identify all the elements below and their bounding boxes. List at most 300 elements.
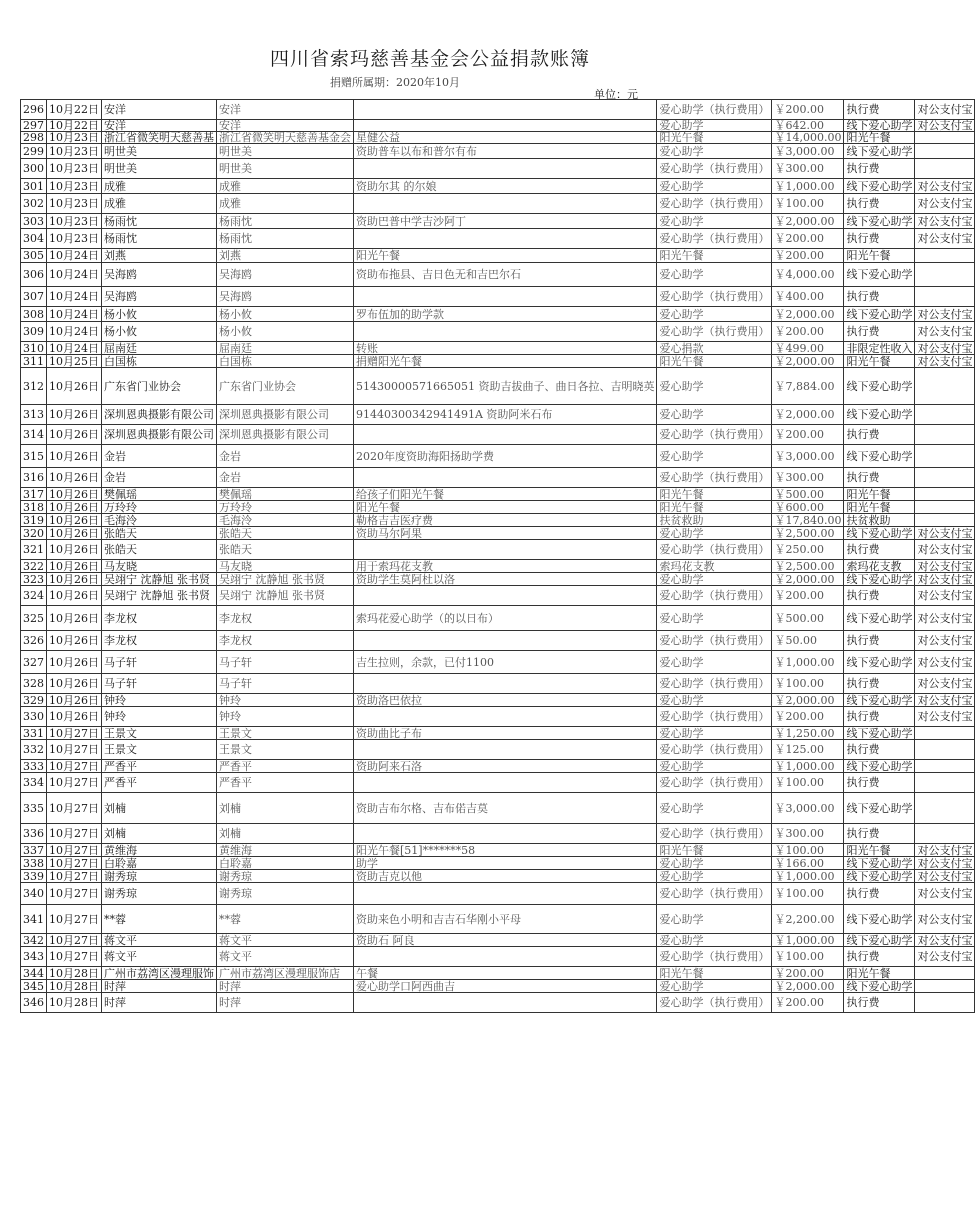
donor-name: 屈南廷 <box>102 342 217 355</box>
donation-category: 爱心助学（执行费用） <box>657 468 772 488</box>
payment-method: 对公支付宝 <box>915 100 975 120</box>
donation-purpose: 资助普车以布和普尔有布 <box>354 144 657 159</box>
donation-amount: ￥3,000.00 <box>772 144 844 159</box>
donor-name: 马友晓 <box>102 560 217 573</box>
donation-amount: ￥125.00 <box>772 740 844 760</box>
bank-account-name: 时萍 <box>217 980 354 993</box>
donor-name: 钟玲 <box>102 694 217 707</box>
bank-account-name: 浙江省微笑明天慈善基金会 <box>217 132 354 144</box>
donation-amount: ￥2,500.00 <box>772 560 844 573</box>
donation-date: 10月26日 <box>47 501 102 514</box>
donation-category: 爱心助学（执行费用） <box>657 773 772 793</box>
row-number: 307 <box>21 287 47 307</box>
table-row <box>21 249 975 263</box>
donation-purpose: 午餐 <box>354 967 657 980</box>
donation-date: 10月23日 <box>47 194 102 214</box>
row-number: 297 <box>21 120 47 132</box>
donor-name: 成雅 <box>102 194 217 214</box>
table-row <box>21 405 975 425</box>
donation-category: 阳光午餐 <box>657 844 772 857</box>
row-number: 345 <box>21 980 47 993</box>
bank-account-name: 安洋 <box>217 100 354 120</box>
row-number: 320 <box>21 527 47 540</box>
donation-category: 爱心助学 <box>657 651 772 674</box>
table-row <box>21 425 975 445</box>
donor-name: 马子轩 <box>102 674 217 694</box>
donation-date: 10月26日 <box>47 405 102 425</box>
row-number: 314 <box>21 425 47 445</box>
payment-method: 对公支付宝 <box>915 355 975 368</box>
payment-method <box>915 501 975 514</box>
payment-method <box>915 445 975 468</box>
donation-category: 阳光午餐 <box>657 355 772 368</box>
donation-period: 捐赠所属期：2020年10月 <box>330 76 460 89</box>
donation-purpose: 索玛花爱心助学（的以日布） <box>354 606 657 631</box>
donor-name: 张皓天 <box>102 540 217 560</box>
table-row <box>21 857 975 870</box>
donation-purpose: 资助巴普中学吉沙阿丁 <box>354 214 657 229</box>
donation-amount: ￥200.00 <box>772 229 844 249</box>
payment-method <box>915 263 975 287</box>
payment-method: 对公支付宝 <box>915 322 975 342</box>
bank-account-name: 吴翊宁 沈静旭 张书贤 <box>217 586 354 606</box>
bank-account-name: 张皓天 <box>217 527 354 540</box>
table-row <box>21 501 975 514</box>
donor-name: 张皓天 <box>102 527 217 540</box>
donor-name: **蓉 <box>102 905 217 934</box>
bank-account-name: 吴海鸥 <box>217 287 354 307</box>
project-type: 执行费 <box>844 993 915 1013</box>
donor-name: 严香平 <box>102 773 217 793</box>
donation-purpose: 资助布拖县、吉日色无和吉巴尔石 <box>354 263 657 287</box>
table-row <box>21 993 975 1013</box>
donor-name: 浙江省微笑明天慈善基 <box>102 132 217 144</box>
donation-date: 10月27日 <box>47 857 102 870</box>
donation-amount: ￥3,000.00 <box>772 445 844 468</box>
project-type: 执行费 <box>844 100 915 120</box>
donation-amount: ￥17,840.00 <box>772 514 844 527</box>
payment-method <box>915 980 975 993</box>
table-row <box>21 527 975 540</box>
payment-method <box>915 144 975 159</box>
bank-account-name: 马子轩 <box>217 651 354 674</box>
table-row <box>21 760 975 773</box>
bank-account-name: 严香平 <box>217 760 354 773</box>
table-row <box>21 355 975 368</box>
bank-account-name: 白聆嘉 <box>217 857 354 870</box>
donation-date: 10月23日 <box>47 144 102 159</box>
table-row <box>21 773 975 793</box>
bank-account-name: 广州市荔湾区漫理服饰店 <box>217 967 354 980</box>
table-row <box>21 740 975 760</box>
donation-category: 爱心助学 <box>657 760 772 773</box>
donation-date: 10月27日 <box>47 844 102 857</box>
donation-date: 10月23日 <box>47 179 102 194</box>
donation-purpose <box>354 947 657 967</box>
payment-method: 对公支付宝 <box>915 586 975 606</box>
donor-name: 吴海鸥 <box>102 263 217 287</box>
payment-method <box>915 425 975 445</box>
donation-category: 阳光午餐 <box>657 132 772 144</box>
donation-purpose <box>354 194 657 214</box>
table-row <box>21 229 975 249</box>
donation-date: 10月28日 <box>47 993 102 1013</box>
donor-name: 刘燕 <box>102 249 217 263</box>
bank-account-name: 吴海鸥 <box>217 263 354 287</box>
project-type: 非限定性收入 <box>844 342 915 355</box>
bank-account-name: 严香平 <box>217 773 354 793</box>
donation-date: 10月26日 <box>47 586 102 606</box>
donation-category: 爱心捐款 <box>657 342 772 355</box>
donor-name: 安洋 <box>102 100 217 120</box>
donation-amount: ￥200.00 <box>772 322 844 342</box>
donation-category: 爱心助学 <box>657 179 772 194</box>
row-number: 308 <box>21 307 47 322</box>
donor-name: 金岩 <box>102 445 217 468</box>
project-type: 执行费 <box>844 773 915 793</box>
row-number: 325 <box>21 606 47 631</box>
bank-account-name: 屈南廷 <box>217 342 354 355</box>
project-type: 线下爱心助学 <box>844 445 915 468</box>
row-number: 318 <box>21 501 47 514</box>
donation-date: 10月26日 <box>47 540 102 560</box>
project-type: 执行费 <box>844 947 915 967</box>
project-type: 执行费 <box>844 674 915 694</box>
row-number: 346 <box>21 993 47 1013</box>
donation-category: 爱心助学 <box>657 368 772 405</box>
bank-account-name: 钟玲 <box>217 707 354 727</box>
donation-date: 10月27日 <box>47 824 102 844</box>
donation-date: 10月26日 <box>47 445 102 468</box>
donation-date: 10月26日 <box>47 488 102 501</box>
payment-method: 对公支付宝 <box>915 857 975 870</box>
project-type: 执行费 <box>844 229 915 249</box>
donation-purpose: 爱心助学口阿西曲吉 <box>354 980 657 993</box>
bank-account-name: 马友晓 <box>217 560 354 573</box>
payment-method: 对公支付宝 <box>915 194 975 214</box>
project-type: 线下爱心助学 <box>844 760 915 773</box>
donor-name: 李龙权 <box>102 606 217 631</box>
donation-purpose <box>354 883 657 905</box>
project-type: 线下爱心助学 <box>844 694 915 707</box>
row-number: 334 <box>21 773 47 793</box>
table-row <box>21 514 975 527</box>
row-number: 306 <box>21 263 47 287</box>
donor-name: 白国栋 <box>102 355 217 368</box>
donation-purpose: 资助马尔阿果 <box>354 527 657 540</box>
table-row <box>21 947 975 967</box>
donation-date: 10月26日 <box>47 425 102 445</box>
donation-category: 扶贫救助 <box>657 514 772 527</box>
donation-purpose: 用于索玛花支教 <box>354 560 657 573</box>
donation-date: 10月23日 <box>47 214 102 229</box>
donation-purpose <box>354 159 657 179</box>
bank-account-name: 明世美 <box>217 144 354 159</box>
payment-method <box>915 468 975 488</box>
donation-amount: ￥100.00 <box>772 947 844 967</box>
donation-category: 爱心助学（执行费用） <box>657 540 772 560</box>
donor-name: 时萍 <box>102 980 217 993</box>
payment-method: 对公支付宝 <box>915 651 975 674</box>
donation-amount: ￥200.00 <box>772 586 844 606</box>
project-type: 执行费 <box>844 540 915 560</box>
donation-purpose: 91440300342941491A 资助阿米石布 <box>354 405 657 425</box>
donation-purpose <box>354 120 657 132</box>
row-number: 335 <box>21 793 47 824</box>
donation-amount: ￥600.00 <box>772 501 844 514</box>
bank-account-name: 李龙权 <box>217 606 354 631</box>
payment-method: 对公支付宝 <box>915 905 975 934</box>
payment-method: 对公支付宝 <box>915 707 975 727</box>
project-type: 线下爱心助学 <box>844 870 915 883</box>
donation-date: 10月24日 <box>47 322 102 342</box>
row-number: 328 <box>21 674 47 694</box>
table-row <box>21 368 975 405</box>
donation-purpose <box>354 773 657 793</box>
donation-amount: ￥50.00 <box>772 631 844 651</box>
payment-method <box>915 287 975 307</box>
donation-purpose <box>354 100 657 120</box>
bank-account-name: 王景文 <box>217 740 354 760</box>
donation-purpose <box>354 631 657 651</box>
table-row <box>21 674 975 694</box>
payment-method <box>915 727 975 740</box>
table-row <box>21 870 975 883</box>
donation-amount: ￥200.00 <box>772 425 844 445</box>
row-number: 338 <box>21 857 47 870</box>
project-type: 执行费 <box>844 194 915 214</box>
project-type: 线下爱心助学 <box>844 606 915 631</box>
donation-date: 10月27日 <box>47 760 102 773</box>
table-row <box>21 307 975 322</box>
donation-category: 爱心助学 <box>657 793 772 824</box>
donation-category: 爱心助学（执行费用） <box>657 993 772 1013</box>
bank-account-name: 蒋文平 <box>217 947 354 967</box>
donation-date: 10月28日 <box>47 980 102 993</box>
donation-category: 爱心助学 <box>657 870 772 883</box>
project-type: 阳光午餐 <box>844 501 915 514</box>
donation-date: 10月24日 <box>47 287 102 307</box>
donor-name: 吴海鸥 <box>102 287 217 307</box>
table-row <box>21 707 975 727</box>
donor-name: 深圳恩典摄影有限公司 <box>102 405 217 425</box>
table-row <box>21 342 975 355</box>
payment-method: 对公支付宝 <box>915 540 975 560</box>
donor-name: 谢秀琼 <box>102 870 217 883</box>
donation-category: 爱心助学 <box>657 606 772 631</box>
row-number: 302 <box>21 194 47 214</box>
table-row <box>21 727 975 740</box>
donor-name: 樊佩瑶 <box>102 488 217 501</box>
donation-category: 阳光午餐 <box>657 488 772 501</box>
payment-method: 对公支付宝 <box>915 844 975 857</box>
donation-category: 爱心助学 <box>657 445 772 468</box>
donor-name: 明世美 <box>102 144 217 159</box>
payment-method: 对公支付宝 <box>915 947 975 967</box>
donation-date: 10月26日 <box>47 707 102 727</box>
table-row <box>21 100 975 120</box>
donor-name: 白聆嘉 <box>102 857 217 870</box>
donation-date: 10月26日 <box>47 560 102 573</box>
table-row <box>21 573 975 586</box>
table-row <box>21 214 975 229</box>
row-number: 316 <box>21 468 47 488</box>
donation-category: 爱心助学（执行费用） <box>657 824 772 844</box>
payment-method <box>915 760 975 773</box>
donor-name: 万玲玲 <box>102 501 217 514</box>
donor-name: 蒋文平 <box>102 947 217 967</box>
row-number: 342 <box>21 934 47 947</box>
table-row <box>21 586 975 606</box>
donation-date: 10月27日 <box>47 793 102 824</box>
donation-purpose: 资助曲比子布 <box>354 727 657 740</box>
payment-method: 对公支付宝 <box>915 631 975 651</box>
donation-date: 10月24日 <box>47 342 102 355</box>
payment-method <box>915 488 975 501</box>
donation-date: 10月27日 <box>47 773 102 793</box>
donation-category: 爱心助学（执行费用） <box>657 631 772 651</box>
donation-date: 10月28日 <box>47 967 102 980</box>
donation-purpose <box>354 674 657 694</box>
donation-amount: ￥2,500.00 <box>772 527 844 540</box>
donation-amount: ￥2,000.00 <box>772 405 844 425</box>
table-row <box>21 694 975 707</box>
donation-date: 10月25日 <box>47 355 102 368</box>
bank-account-name: **蓉 <box>217 905 354 934</box>
donation-amount: ￥2,200.00 <box>772 905 844 934</box>
row-number: 319 <box>21 514 47 527</box>
payment-method <box>915 132 975 144</box>
project-type: 阳光午餐 <box>844 249 915 263</box>
table-row <box>21 445 975 468</box>
donor-name: 马子轩 <box>102 651 217 674</box>
donation-purpose <box>354 425 657 445</box>
table-row <box>21 793 975 824</box>
donation-purpose: 吉生拉则，余款，已付1100 <box>354 651 657 674</box>
payment-method <box>915 405 975 425</box>
ledger-body <box>21 100 975 1013</box>
donation-purpose: 资助吉克以他 <box>354 870 657 883</box>
row-number: 329 <box>21 694 47 707</box>
row-number: 326 <box>21 631 47 651</box>
donation-date: 10月26日 <box>47 514 102 527</box>
table-row <box>21 194 975 214</box>
donation-purpose: 助学 <box>354 857 657 870</box>
payment-method <box>915 249 975 263</box>
table-row <box>21 322 975 342</box>
donation-date: 10月23日 <box>47 132 102 144</box>
bank-account-name: 杨小攸 <box>217 322 354 342</box>
payment-method: 对公支付宝 <box>915 229 975 249</box>
donation-category: 索玛花支教 <box>657 560 772 573</box>
payment-method <box>915 993 975 1013</box>
donation-purpose <box>354 540 657 560</box>
donation-amount: ￥642.00 <box>772 120 844 132</box>
table-row <box>21 844 975 857</box>
project-type: 执行费 <box>844 425 915 445</box>
donor-name: 广州市荔湾区漫理服饰 <box>102 967 217 980</box>
donation-date: 10月27日 <box>47 947 102 967</box>
payment-method: 对公支付宝 <box>915 120 975 132</box>
donation-date: 10月26日 <box>47 651 102 674</box>
donation-category: 爱心助学（执行费用） <box>657 100 772 120</box>
donation-amount: ￥2,000.00 <box>772 214 844 229</box>
project-type: 执行费 <box>844 883 915 905</box>
project-type: 索玛花支教 <box>844 560 915 573</box>
donation-date: 10月27日 <box>47 740 102 760</box>
donor-name: 杨小攸 <box>102 322 217 342</box>
project-type: 阳光午餐 <box>844 355 915 368</box>
donation-amount: ￥400.00 <box>772 287 844 307</box>
project-type: 线下爱心助学 <box>844 857 915 870</box>
bank-account-name: 吴翊宁 沈静旭 张书贤 <box>217 573 354 586</box>
donation-purpose <box>354 707 657 727</box>
table-row <box>21 651 975 674</box>
donation-category: 爱心助学 <box>657 527 772 540</box>
bank-account-name: 李龙权 <box>217 631 354 651</box>
donation-purpose <box>354 993 657 1013</box>
project-type: 阳光午餐 <box>844 844 915 857</box>
donation-amount: ￥300.00 <box>772 824 844 844</box>
donation-date: 10月22日 <box>47 120 102 132</box>
donation-date: 10月24日 <box>47 307 102 322</box>
donation-category: 爱心助学 <box>657 573 772 586</box>
donation-amount: ￥499.00 <box>772 342 844 355</box>
row-number: 301 <box>21 179 47 194</box>
donation-date: 10月22日 <box>47 100 102 120</box>
bank-account-name: 万玲玲 <box>217 501 354 514</box>
donation-purpose: 资助阿来石洛 <box>354 760 657 773</box>
project-type: 阳光午餐 <box>844 488 915 501</box>
bank-account-name: 金岩 <box>217 445 354 468</box>
donor-name: 时萍 <box>102 993 217 1013</box>
donation-category: 爱心助学 <box>657 694 772 707</box>
bank-account-name: 马子轩 <box>217 674 354 694</box>
project-type: 线下爱心助学 <box>844 573 915 586</box>
payment-method: 对公支付宝 <box>915 527 975 540</box>
donation-category: 爱心助学（执行费用） <box>657 740 772 760</box>
donor-name: 成雅 <box>102 179 217 194</box>
table-row <box>21 606 975 631</box>
donation-purpose: 资助洛巴依拉 <box>354 694 657 707</box>
donor-name: 王景文 <box>102 740 217 760</box>
donation-date: 10月26日 <box>47 606 102 631</box>
donation-amount: ￥1,000.00 <box>772 870 844 883</box>
row-number: 300 <box>21 159 47 179</box>
donation-purpose: 资助尔其 的尔娘 <box>354 179 657 194</box>
donation-purpose: 罗布伍加的助学款 <box>354 307 657 322</box>
table-row <box>21 560 975 573</box>
donation-amount: ￥1,250.00 <box>772 727 844 740</box>
donor-name: 刘楠 <box>102 824 217 844</box>
donation-category: 爱心助学（执行费用） <box>657 586 772 606</box>
donation-category: 爱心助学 <box>657 120 772 132</box>
donation-amount: ￥1,000.00 <box>772 651 844 674</box>
payment-method <box>915 514 975 527</box>
donation-category: 阳光午餐 <box>657 249 772 263</box>
payment-method: 对公支付宝 <box>915 307 975 322</box>
project-type: 执行费 <box>844 740 915 760</box>
donation-amount: ￥2,000.00 <box>772 980 844 993</box>
bank-account-name: 谢秀琼 <box>217 870 354 883</box>
project-type: 执行费 <box>844 287 915 307</box>
project-type: 线下爱心助学 <box>844 405 915 425</box>
table-row <box>21 883 975 905</box>
row-number: 337 <box>21 844 47 857</box>
project-type: 线下爱心助学 <box>844 307 915 322</box>
donation-category: 阳光午餐 <box>657 967 772 980</box>
donor-name: 深圳恩典摄影有限公司 <box>102 425 217 445</box>
